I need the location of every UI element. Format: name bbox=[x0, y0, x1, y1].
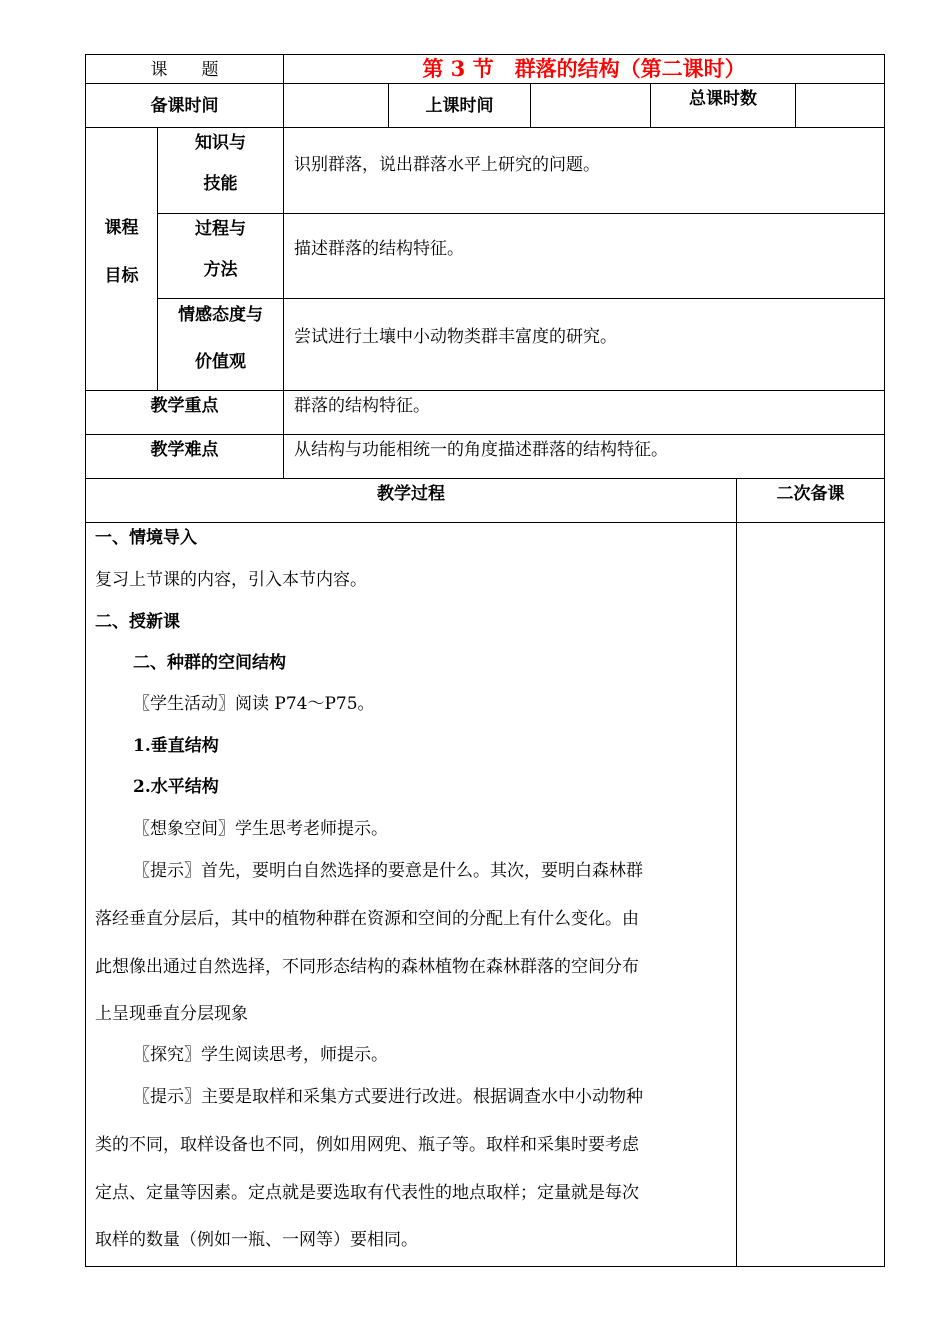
row-divider bbox=[85, 478, 885, 479]
row-divider bbox=[157, 298, 885, 299]
row-divider bbox=[85, 434, 885, 435]
process-line: 〖提示〗首先，要明白自然选择的要意是什么。其次，要明白森林群 bbox=[133, 861, 643, 881]
prep-time-label: 备课时间 bbox=[150, 96, 219, 116]
subsection-heading: 1.垂直结构 bbox=[133, 736, 219, 756]
process-line: 此想像出通过自然选择，不同形态结构的森林植物在森林群落的空间分布 bbox=[95, 957, 639, 977]
objective-name: 价值观 bbox=[195, 352, 246, 372]
objective-content: 描述群落的结构特征。 bbox=[294, 239, 464, 259]
row-divider bbox=[85, 127, 885, 128]
process-line: 复习上节课的内容，引入本节内容。 bbox=[95, 570, 367, 590]
row-divider bbox=[85, 390, 885, 391]
process-line: 类的不同，取样设备也不同，例如用网兜、瓶子等。取样和采集时要考虑 bbox=[95, 1135, 639, 1155]
objective-content: 识别群落，说出群落水平上研究的问题。 bbox=[294, 155, 600, 175]
process-line: 上呈现垂直分层现象 bbox=[95, 1004, 248, 1024]
row-divider bbox=[157, 213, 885, 214]
process-line: 落经垂直分层后，其中的植物种群在资源和空间的分配上有什么变化。由 bbox=[95, 909, 639, 929]
second-prep-header: 二次备课 bbox=[776, 484, 845, 504]
section-heading: 二、授新课 bbox=[95, 612, 180, 632]
difficult-point-label: 教学难点 bbox=[150, 440, 219, 460]
objective-name: 方法 bbox=[203, 260, 238, 280]
objective-name: 知识与 bbox=[195, 133, 246, 153]
process-line: 〖探究〗学生阅读思考，师提示。 bbox=[133, 1045, 388, 1065]
process-line: 〖想象空间〗学生思考老师提示。 bbox=[133, 819, 388, 839]
objective-name: 技能 bbox=[203, 174, 238, 194]
lesson-title: 第 3 节 群落的结构（第二课时） bbox=[422, 56, 746, 81]
table-border-top bbox=[85, 54, 885, 55]
process-line: 〖提示〗主要是取样和采集方式要进行改进。根据调查水中小动物种 bbox=[133, 1087, 643, 1107]
section-heading: 一、情境导入 bbox=[95, 528, 197, 548]
class-time-label: 上课时间 bbox=[425, 96, 494, 116]
key-point-content: 群落的结构特征。 bbox=[294, 396, 430, 416]
column-divider bbox=[736, 478, 737, 1267]
objective-name: 情感态度与 bbox=[178, 305, 263, 325]
topic-label: 课 题 bbox=[150, 60, 219, 80]
row-divider bbox=[85, 522, 885, 523]
difficult-point-content: 从结构与功能相统一的角度描述群落的结构特征。 bbox=[294, 440, 668, 460]
objectives-label: 课程 bbox=[104, 218, 139, 238]
row-divider bbox=[85, 83, 885, 84]
objectives-label: 目标 bbox=[104, 266, 139, 286]
table-border-bottom bbox=[85, 1266, 885, 1267]
objective-name: 过程与 bbox=[195, 219, 246, 239]
subsection-heading: 2.水平结构 bbox=[133, 777, 219, 797]
table-border-right bbox=[884, 54, 885, 1267]
process-line: 定点、定量等因素。定点就是要选取有代表性的地点取样；定量就是每次 bbox=[95, 1183, 639, 1203]
total-hours-label: 总课时数 bbox=[689, 89, 757, 109]
column-divider bbox=[530, 83, 531, 128]
objective-content: 尝试进行土壤中小动物类群丰富度的研究。 bbox=[294, 327, 617, 347]
column-divider bbox=[795, 83, 796, 128]
key-point-label: 教学重点 bbox=[150, 396, 219, 416]
column-divider bbox=[283, 54, 284, 479]
subsection-heading: 二、种群的空间结构 bbox=[133, 653, 286, 673]
process-line: 取样的数量（例如一瓶、一网等）要相同。 bbox=[95, 1230, 418, 1250]
process-line: 〖学生活动〗阅读 P74～P75。 bbox=[133, 694, 375, 714]
process-header: 教学过程 bbox=[377, 484, 445, 504]
